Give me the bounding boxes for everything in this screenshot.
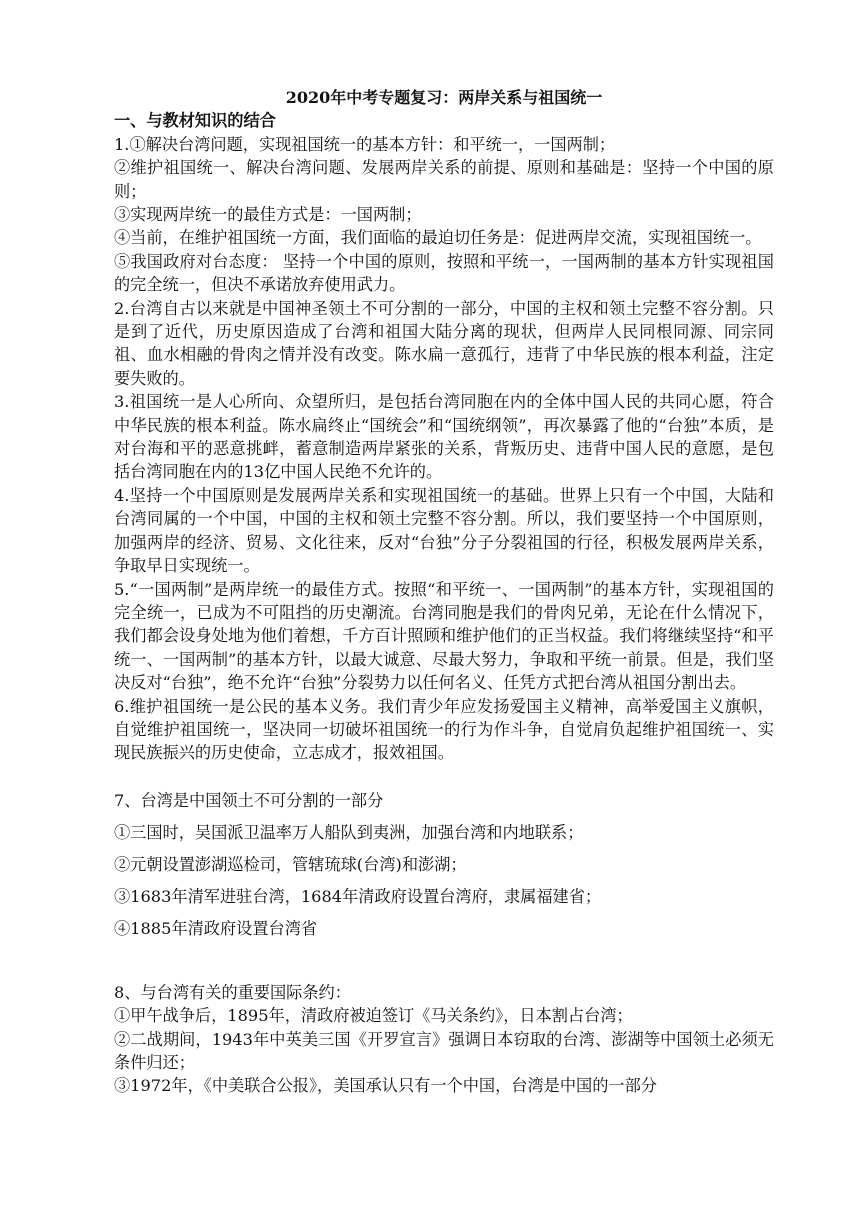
paragraph: 5.“一国两制”是两岸统一的最佳方式。按照“和平统一、一国两制”的基本方针，实现祖国的完全统一，已成为不可阻挡的历史潮流。台湾同胞是我们的骨肉兄弟，无论在什么情况下，我们都会设身处地为他们着想，千方百计照顾和维护他们的正当权益。我们将继续坚持“和平统一、一国两制”的基本方针，以最大诚意、尽最大努力，争取和平统一前景。但是，我们坚决反对“台独”，绝不允许“台独”分裂势力以任何名义、任凭方式把台湾从祖国分割出去。: [114, 579, 774, 693]
paragraph: ③实现两岸统一的最佳方式是：一国两制；: [114, 205, 422, 225]
spacer: [114, 945, 774, 981]
paragraph: ④当前，在维护祖国统一方面，我们面临的最迫切任务是：促进两岸交流，实现祖国统一。: [114, 228, 762, 248]
list-item: ④1885年清政府设置台湾省: [114, 918, 318, 938]
section8-heading: 8、与台湾有关的重要国际条约：: [114, 982, 351, 1002]
paragraph: 2.台湾自古以来就是中国神圣领土不可分割的一部分，中国的主权和领土完整不容分割。只是到了近代，历史原因造成了台湾和祖国大陆分离的现状，但两岸人民同根同源、同宗同祖、血水相融的骨肉之情并没有改变。陈水扁一意孤行，违背了中华民族的根本利益，注定要失败的。: [114, 298, 774, 388]
paragraph: ②维护祖国统一、解决台湾问题、发展两岸关系的前提、原则和基础是：坚持一个中国的原则；: [114, 158, 774, 201]
paragraph: 3.祖国统一是人心所向、众望所归，是包括台湾同胞在内的全体中国人民的共同心愿，符合中华民族的根本利益。陈水扁终止“国统会”和“国统纲领”，再次暴露了他的“台独”本质，是对台海和平的恶意挑衅，蓄意制造两岸紧张的关系，背叛历史、违背中国人民的意愿，是包括台湾同胞在内的13亿中国人民绝不允许的。: [114, 392, 774, 482]
document-title: 2020年中考专题复习：两岸关系与祖国统一: [285, 88, 603, 107]
section7-heading: 7、台湾是中国领土不可分割的一部分: [114, 790, 384, 810]
paragraph: 1.①解决台湾问题，实现祖国统一的基本方针：和平统一，一国两制；: [114, 134, 616, 154]
list-item: ①甲午战争后，1895年，清政府被迫签订《马关条约》，日本割占台湾；: [114, 1006, 633, 1026]
paragraph: 6.维护祖国统一是公民的基本义务。我们青少年应发扬爱国主义精神，高举爱国主义旗帜，自觉维护祖国统一，坚决同一切破坏祖国统一的行为作斗争，自觉肩负起维护祖国统一、实现民族振兴的历史使命，立志成才，报效祖国。: [114, 696, 774, 763]
spacer: [114, 765, 774, 785]
list-item: ③1683年清军进驻台湾，1684年清政府设置台湾府，隶属福建省；: [114, 886, 602, 906]
list-item: ①三国时，吴国派卫温率万人船队到夷洲，加强台湾和内地联系；: [114, 822, 584, 842]
document-page: [114, 86, 774, 1098]
section-heading: 一、与教材知识的结合: [114, 111, 276, 131]
list-item: ②二战期间，1943年中英美三国《开罗宣言》强调日本窃取的台湾、澎湖等中国领土必须无条件归还；: [114, 1029, 774, 1072]
list-item: ②元朝设置澎湖巡检司，管辖琉球(台湾)和澎湖；: [114, 854, 467, 874]
paragraph: 4.坚持一个中国原则是发展两岸关系和实现祖国统一的基础。世界上只有一个中国，大陆和台湾同属的一个中国，中国的主权和领土完整不容分割。所以，我们要坚持一个中国原则，加强两岸的经济、贸易、文化往来，反对“台独”分子分裂祖国的行径，积极发展两岸关系，争取早日实现统一。: [114, 485, 774, 576]
paragraph: ⑤我国政府对台态度： 坚持一个中国的原则，按照和平统一，一国两制的基本方针实现祖国的完全统一，但决不承诺放弃使用武力。: [114, 251, 774, 295]
list-item: ③1972年，《中美联合公报》，美国承认只有一个中国，台湾是中国的一部分: [114, 1076, 657, 1096]
